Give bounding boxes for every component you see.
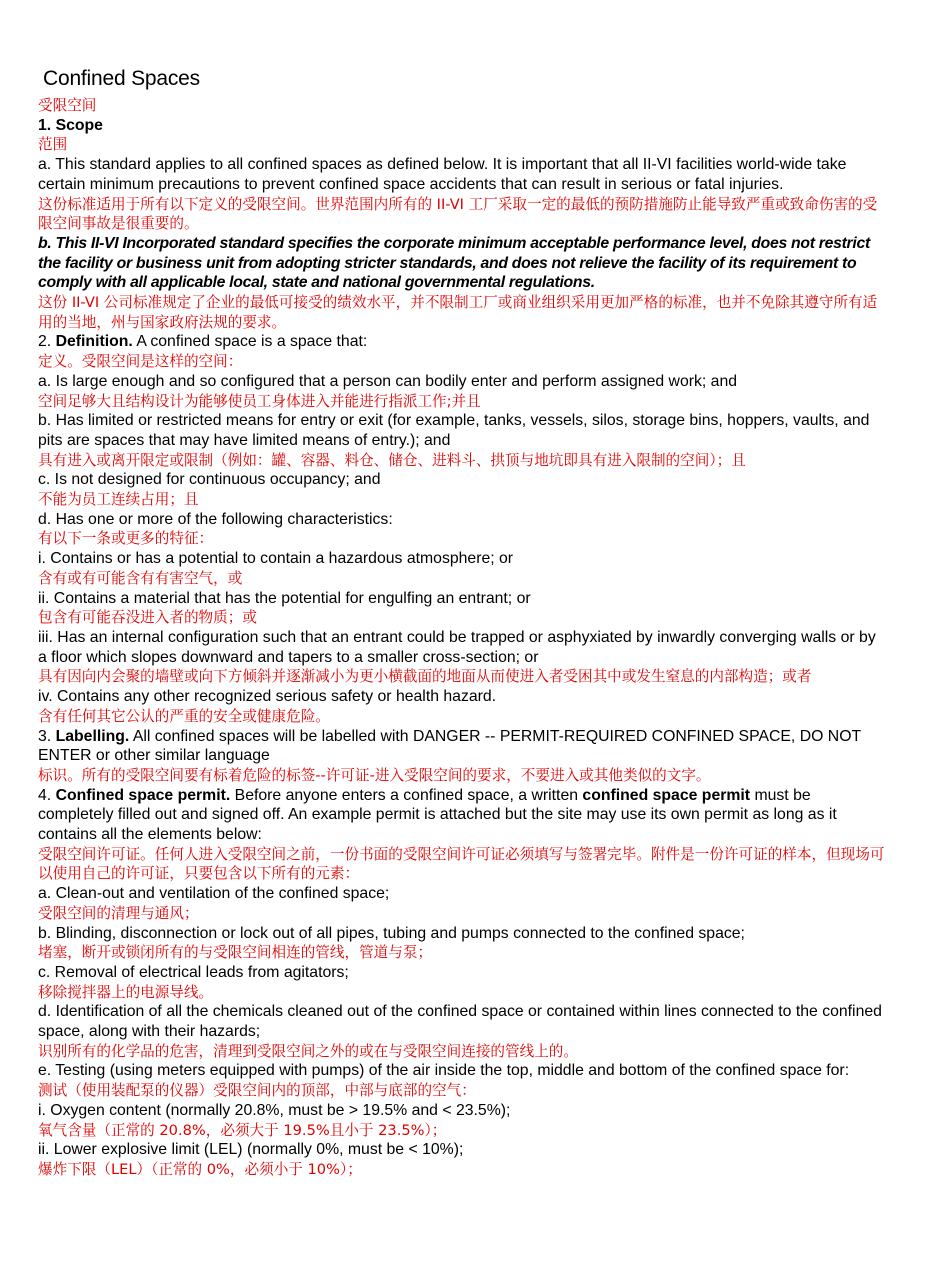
chinese-translation-line — [38, 529, 888, 549]
english-text: d. Identification of all the chemicals cleaned out of the confined space or contained within lines connected to the confined space, along with their hazards; — [38, 1003, 882, 1041]
english-text-line — [38, 687, 888, 707]
section-heading-inline: Labelling. — [55, 727, 130, 745]
emphasized-text: b. This II-VI Incorporated standard specifies the corporate minimum acceptable performance level, does not restrict the facility or business unit from adopting stricter standards, and does not relieve the facility of its requirement to comply with all applicable local, state and national governmental regulations. — [38, 234, 870, 292]
english-text-line — [38, 628, 888, 667]
chinese-translation-line — [38, 1121, 888, 1141]
chinese-translation-line — [38, 904, 888, 924]
section-text: A confined space is a space that: — [132, 333, 368, 351]
chinese-text: 包含有可能吞没进入者的物质；或 — [38, 609, 257, 627]
english-text: a. Is large enough and so configured that a person can bodily enter and perform assigned work; and — [38, 372, 738, 390]
chinese-translation-line — [38, 96, 888, 116]
chinese-translation-line — [38, 608, 888, 628]
chinese-translation-line — [38, 766, 888, 786]
chinese-text: 具有因向内会聚的墙壁或向下方倾斜并逐渐减小为更小横截面的地面从而使进入者受困其中或发生窒息的内部构造；或者 — [38, 668, 812, 686]
english-text-line — [38, 924, 888, 944]
english-text-line — [38, 1002, 888, 1041]
chinese-translation-line — [38, 135, 888, 155]
section-heading-inline: Definition. — [55, 333, 133, 351]
chinese-text: 氧气含量（正常的 20.8%，必须大于 19.5%且小于 23.5%）； — [38, 1121, 447, 1139]
section-heading-inline: Confined space permit. — [55, 786, 231, 804]
english-text-line — [38, 1061, 888, 1081]
chinese-translation-line — [38, 352, 888, 372]
english-text: c. Removal of electrical leads from agitators; — [38, 963, 349, 981]
english-text: iii. Has an internal configuration such that an entrant could be trapped or asphyxiated by inwardly converging walls or by a floor which slopes downward and tapers to a smaller cross-section; or — [38, 628, 876, 666]
english-text: d. Has one or more of the following characteristics: — [38, 510, 393, 528]
english-text: a. This standard applies to all confined spaces as defined below. It is important that all II-VI facilities world-wide take certain minimum precautions to prevent confined space accidents that can result in serious or fatal injuries. — [38, 156, 847, 193]
chinese-text: 这份标准适用于所有以下定义的受限空间。世界范围内所有的 II-VI 工厂采取一定的最低的预防措施防止能导致严重或致命伤害的受限空间事故是很重要的。 — [38, 195, 878, 233]
english-text-line — [38, 1140, 888, 1160]
english-text-line — [38, 155, 888, 194]
english-text: i. Oxygen content (normally 20.8%, must be > 19.5% and < 23.5%); — [38, 1101, 511, 1119]
section-text: Before anyone enters a confined space, a written — [230, 786, 583, 804]
chinese-translation-line — [38, 451, 888, 471]
chinese-translation-line — [38, 569, 888, 589]
chinese-text: 这份 II-VI 公司标准规定了企业的最低可接受的绩效水平，并不限制工厂或商业组织采用更加严格的标准，也并不免除其遵守所有适用的当地，州与国家政府法规的要求。 — [38, 294, 878, 331]
chinese-text: 受限空间的清理与通风； — [38, 904, 199, 922]
section-number: 4. — [38, 786, 56, 804]
chinese-translation-line — [38, 490, 888, 510]
chinese-text: 堵塞，断开或锁闭所有的与受限空间相连的管线，管道与泵； — [38, 944, 433, 962]
english-text: b. Has limited or restricted means for entry or exit (for example, tanks, vessels, silos, storage bins, hoppers, vaults, and pits are spaces that may have limited means of entry.); and — [38, 412, 870, 449]
document-title: Confined Spaces — [43, 67, 200, 90]
chinese-translation-line — [38, 1042, 888, 1062]
english-text: i. Contains or has a potential to contain a hazardous atmosphere; or — [38, 550, 514, 568]
english-text-line — [38, 411, 888, 450]
chinese-translation-line — [38, 667, 888, 687]
chinese-text: 范围 — [38, 136, 68, 154]
chinese-translation-line — [38, 983, 888, 1003]
section-text: must be completely filled out and signed off. An example permit is attached but the site may use its own permit as long as it contains all the elements below: — [38, 786, 837, 844]
english-text-line — [38, 549, 888, 569]
english-text: ii. Contains a material that has the potential for engulfing an entrant; or — [38, 589, 531, 607]
english-text-line — [38, 1101, 888, 1121]
section-number: 3. — [38, 727, 56, 745]
chinese-text: 不能为员工连续占用；且 — [38, 491, 199, 509]
chinese-text: 识别所有的化学品的危害，清理到受限空间之外的或在与受限空间连接的管线上的。 — [38, 1042, 578, 1060]
section-heading — [38, 116, 888, 136]
chinese-text: 测试（使用装配泵的仪器）受限空间内的顶部，中部与底部的空气： — [38, 1082, 476, 1100]
numbered-section-line — [38, 332, 888, 352]
chinese-translation-line — [38, 943, 888, 963]
document-page — [38, 66, 888, 1180]
chinese-translation-line — [38, 845, 888, 884]
chinese-text: 具有进入或离开限定或限制（例如：罐、容器、料仓、储仓、进料斗、拱顶与地坑即具有进入限制的空间）；且 — [38, 451, 746, 469]
chinese-text: 爆炸下限（LEL）（正常的 0%，必须小于 10%）； — [38, 1160, 362, 1178]
numbered-section-line — [38, 786, 888, 845]
chinese-text: 定义。受限空间是这样的空间： — [38, 353, 243, 371]
chinese-text: 有以下一条或更多的特征： — [38, 530, 214, 548]
chinese-text: 标识。所有的受限空间要有标着危险的标签--许可证-进入受限空间的要求，不要进入或其他类似的文字。 — [38, 766, 711, 784]
chinese-text: 含有任何其它公认的严重的安全或健康危险。 — [38, 707, 330, 725]
bold-term: confined space permit — [582, 786, 751, 804]
numbered-section-line — [38, 727, 888, 766]
english-text-line — [38, 884, 888, 904]
chinese-translation-line — [38, 1081, 888, 1101]
chinese-text: 含有或有可能含有有害空气，或 — [38, 569, 243, 587]
document-body — [38, 96, 888, 1180]
chinese-text: 空间足够大且结构设计为能够使员工身体进入并能进行指派工作;并且 — [38, 392, 481, 410]
english-text: c. Is not designed for continuous occupancy; and — [38, 471, 381, 489]
chinese-translation-line — [38, 392, 888, 412]
chinese-text: 移除搅拌器上的电源导线。 — [38, 983, 214, 1001]
english-text: ii. Lower explosive limit (LEL) (normally 0%, must be < 10%); — [38, 1141, 464, 1159]
english-text-line — [38, 510, 888, 530]
english-text-line — [38, 470, 888, 490]
chinese-text: 受限空间 — [38, 97, 97, 114]
english-text: e. Testing (using meters equipped with pumps) of the air inside the top, middle and bottom of the confined space for: — [38, 1062, 850, 1080]
section-heading-text: 1. Scope — [38, 116, 103, 134]
section-text: All confined spaces will be labelled with DANGER -- PERMIT-REQUIRED CONFINED SPACE, DO NOT ENTER or other similar language — [38, 727, 861, 765]
english-text-line — [38, 372, 888, 392]
english-text-line — [38, 589, 888, 609]
english-text-line — [38, 963, 888, 983]
chinese-text: 受限空间许可证。任何人进入受限空间之前，一份书面的受限空间许可证必须填写与签署完毕。附件是一份许可证的样本，但现场可以使用自己的许可证，只要包含以下所有的元素： — [38, 845, 885, 883]
chinese-translation-line — [38, 1160, 888, 1180]
section-number: 2. — [38, 333, 56, 351]
chinese-translation-line — [38, 195, 888, 234]
chinese-translation-line — [38, 707, 888, 727]
english-text: iv. Contains any other recognized serious safety or health hazard. — [38, 688, 497, 706]
chinese-translation-line — [38, 293, 888, 332]
english-text: b. Blinding, disconnection or lock out of all pipes, tubing and pumps connected to the confined space; — [38, 924, 745, 942]
emphasized-paragraph — [38, 234, 888, 293]
english-text: a. Clean-out and ventilation of the confined space; — [38, 885, 390, 903]
